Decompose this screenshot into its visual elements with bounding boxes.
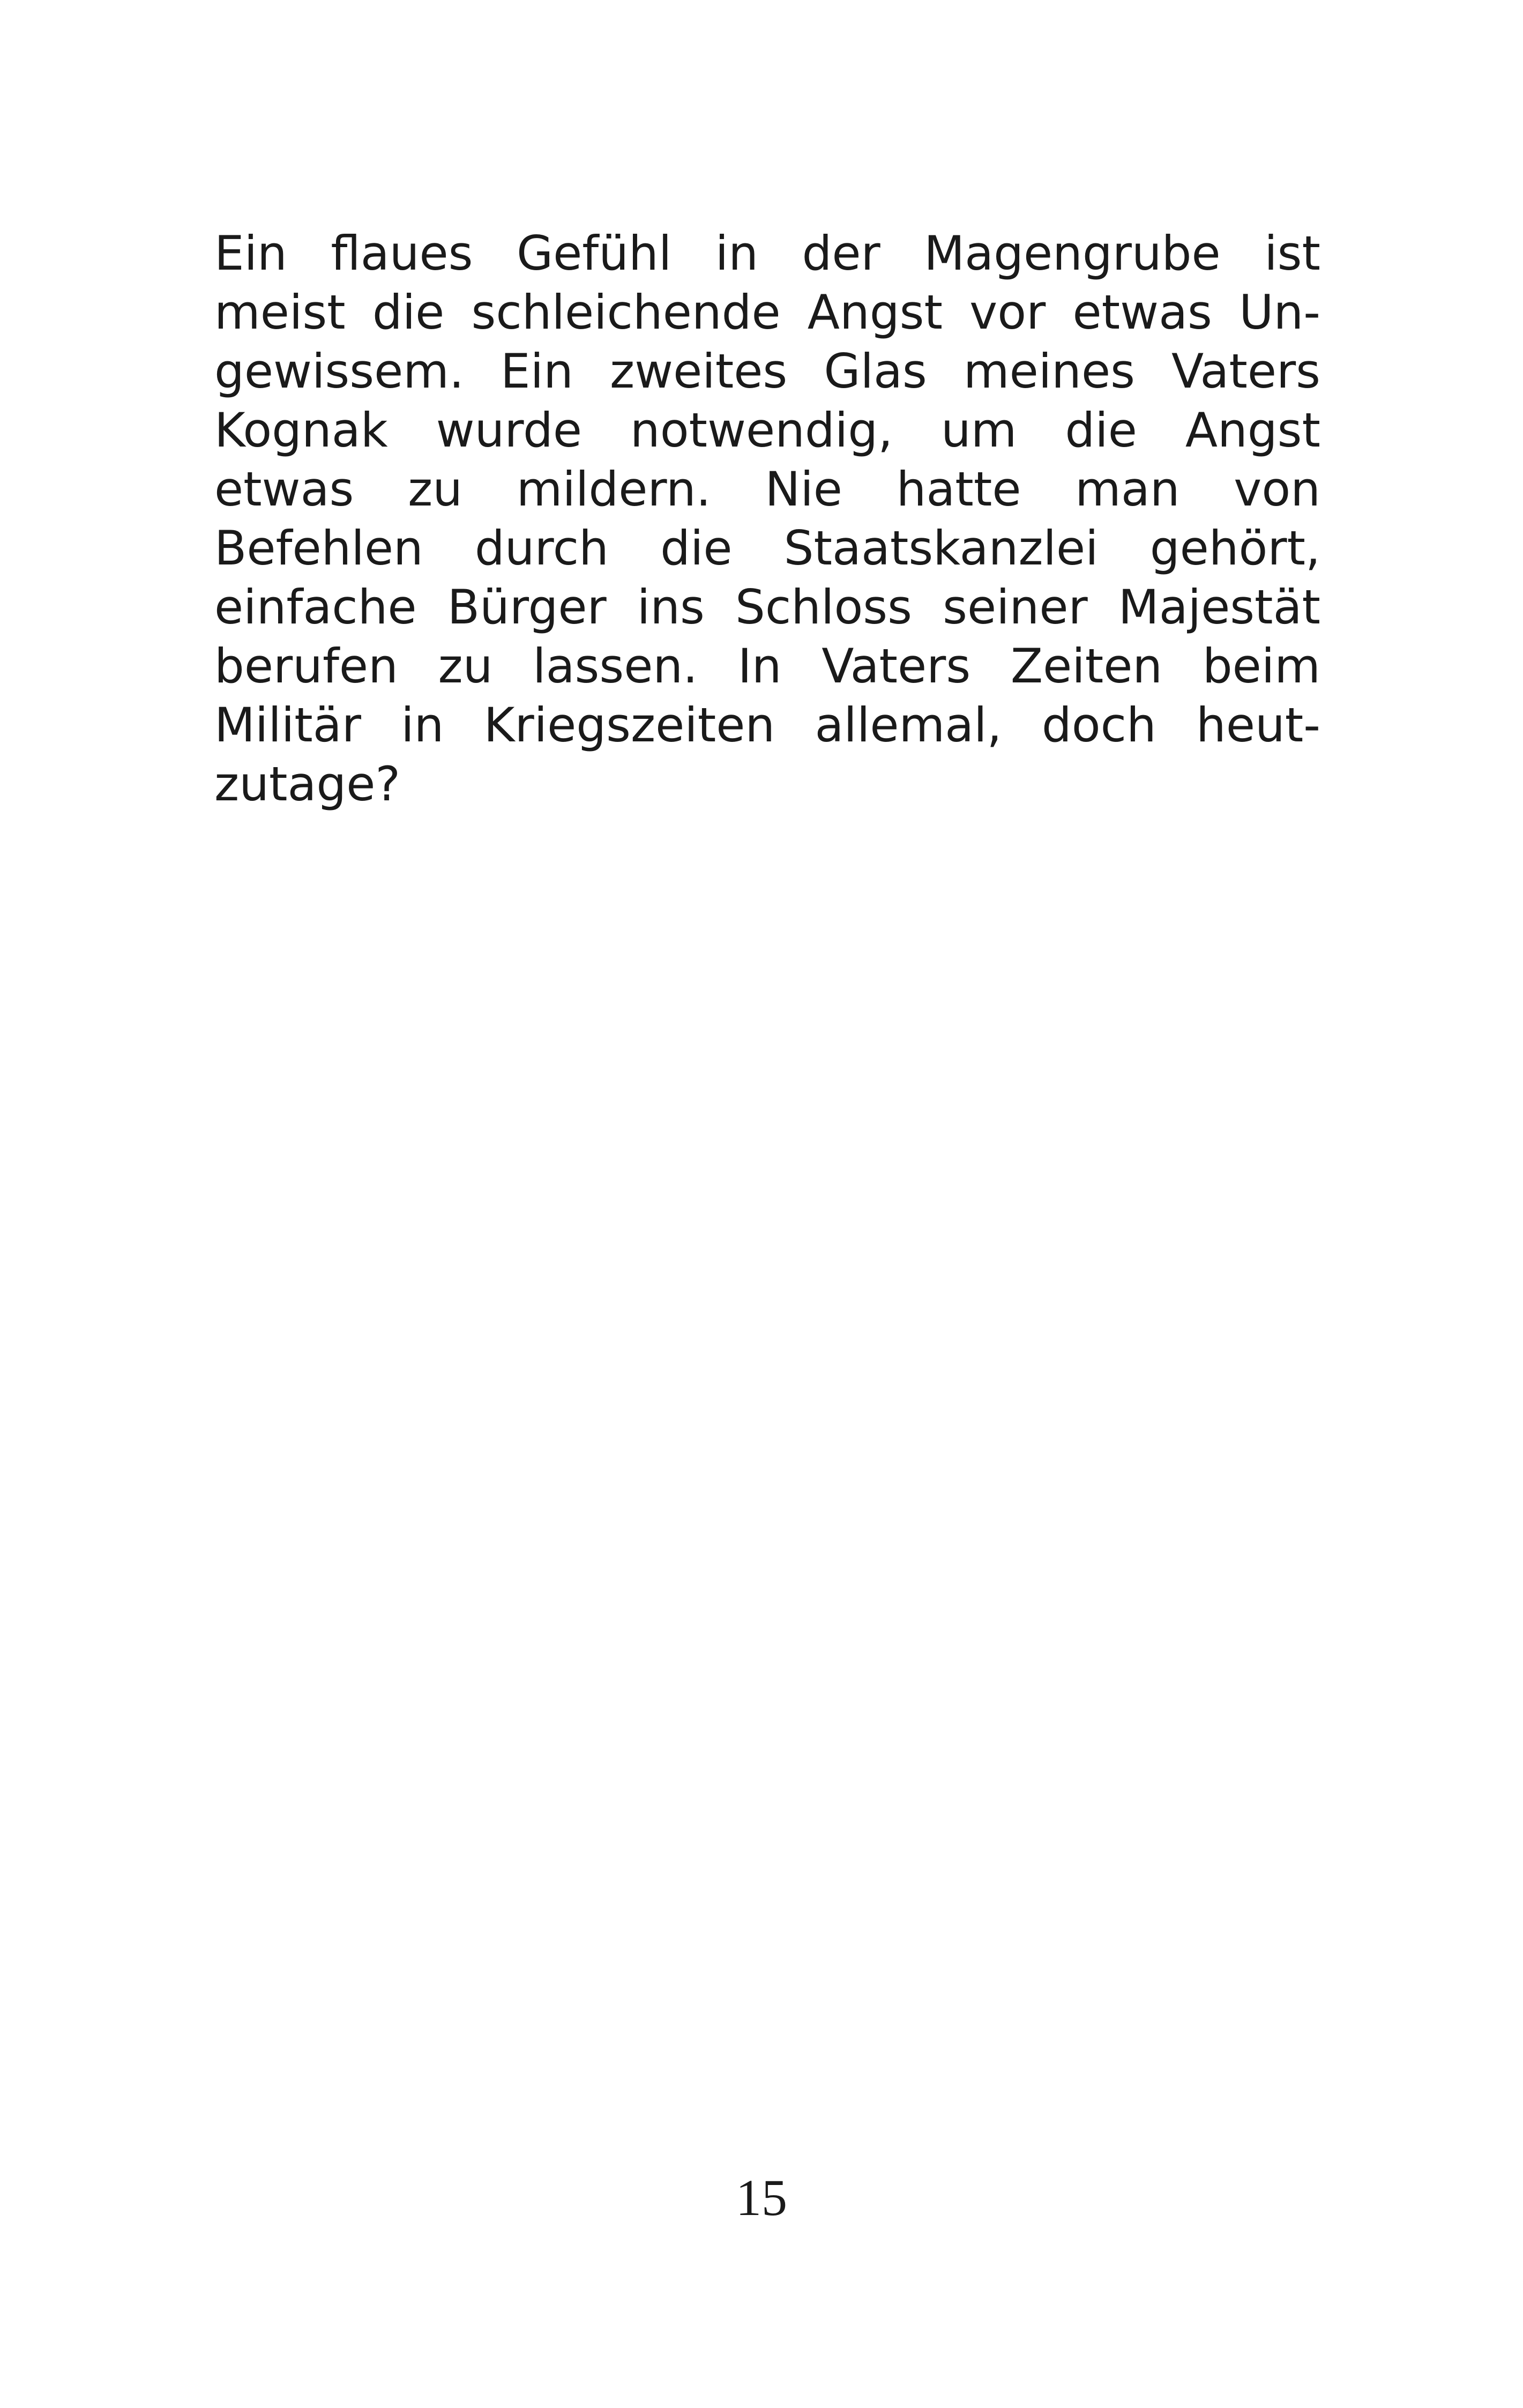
text-line: einfache Bürger ins Schloss seiner Majestät: [214, 579, 1320, 635]
text-line: Militär in Kriegszeiten allemal, doch heut-: [214, 697, 1320, 753]
body-paragraph: [214, 224, 1320, 814]
text-line: Kognak wurde notwendig, um die Angst: [214, 403, 1320, 458]
text-line: gewissem. Ein zweites Glas meines Vaters: [214, 344, 1320, 399]
page-number: 15: [736, 2169, 787, 2226]
text-line: Ein flaues Gefühl in der Magengrube ist: [214, 226, 1320, 281]
text-line: Befehlen durch die Staatskanzlei gehört,: [214, 521, 1320, 576]
text-line: berufen zu lassen. In Vaters Zeiten beim: [214, 638, 1320, 694]
text-line: zutage?: [214, 756, 401, 812]
text-line: etwas zu mildern. Nie hatte man von: [214, 462, 1320, 517]
text-line: meist die schleichende Angst vor etwas Un-: [214, 285, 1320, 340]
